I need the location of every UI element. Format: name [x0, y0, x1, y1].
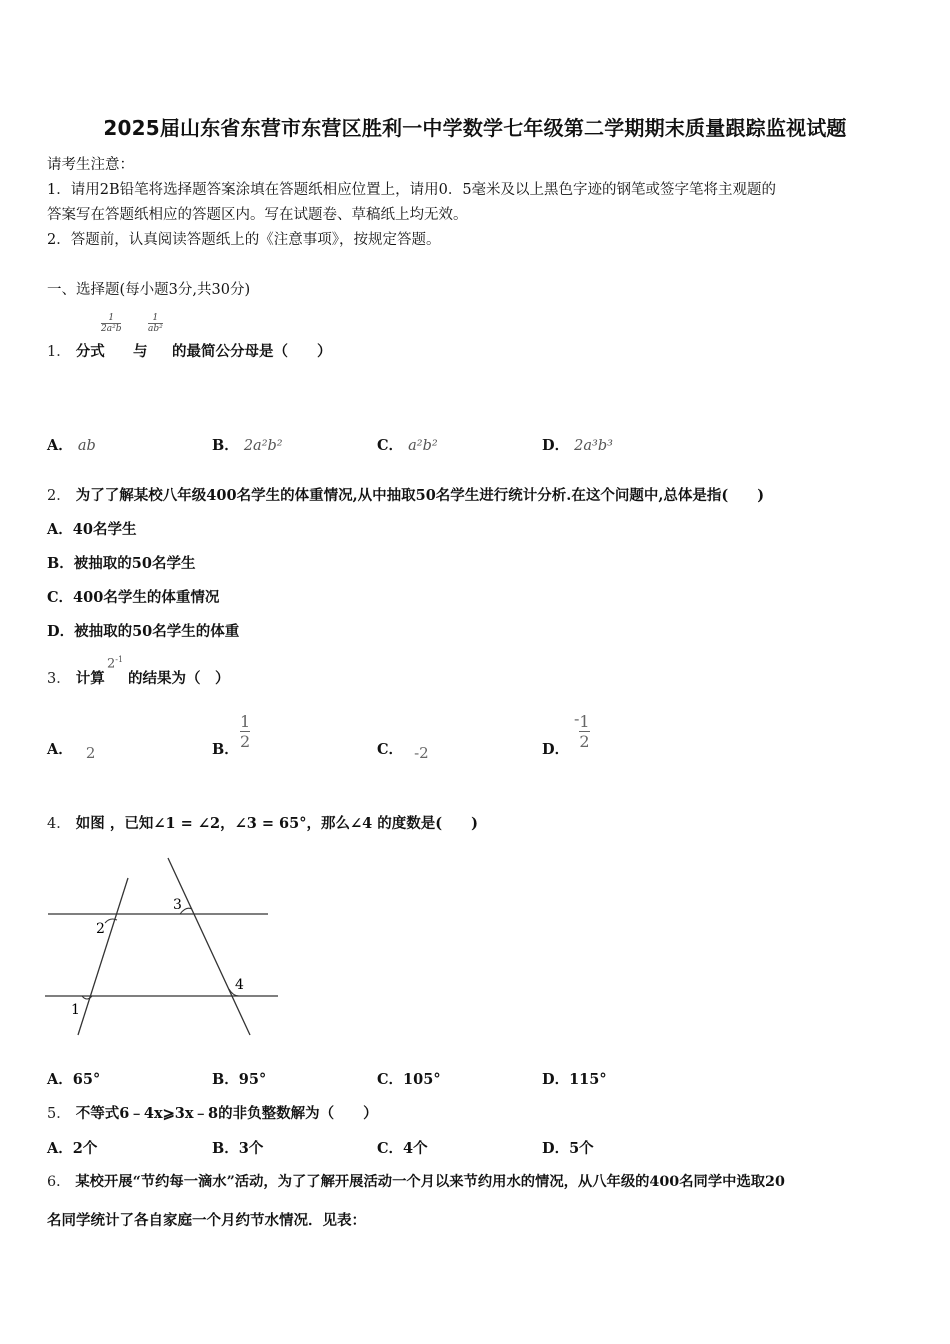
q1-frac1-den: 2a²b — [101, 324, 122, 334]
q5-option-d[interactable]: D．5个 — [542, 1140, 594, 1157]
notice-heading: 请考生注意： — [47, 157, 134, 173]
q1-text-b: 与 — [133, 343, 148, 360]
angle-figure — [40, 850, 290, 1045]
page-title: 2025届山东省东营市东营区胜利一中学数学七年级第二学期期末质量跟踪监视试题 — [103, 116, 847, 140]
q2-option-d[interactable]: D．被抽取的50名学生的体重 — [47, 623, 240, 640]
q3-option-b-fraction: $\frac{1}{2}$ — [240, 712, 251, 751]
q3-option-b[interactable]: B． — [212, 741, 239, 758]
label-3: 3 — [173, 897, 182, 913]
q3-text-b: 的结果为（ ） — [128, 670, 230, 687]
q1-frac2-num: 1 — [152, 313, 159, 323]
q1-fraction-2 — [148, 313, 163, 334]
q3-option-c[interactable]: C． -2 — [377, 741, 429, 762]
notice-1a: 1．请用2B铅笔将选择题答案涂填在答题纸相应位置上，请用0．5毫米及以上黑色字迹的钢笔或签字笔将主观题的 — [47, 182, 777, 198]
q1-text-a: 分式 — [75, 343, 105, 360]
q4-option-b[interactable]: B．95° — [212, 1071, 267, 1088]
q2-option-c[interactable]: C．400名学生的体重情况 — [47, 589, 220, 606]
q3-option-a[interactable]: A． 2 — [47, 741, 96, 762]
q3-number: 3． — [47, 671, 71, 687]
q1-option-d[interactable]: D． 2a³b³ — [542, 437, 613, 454]
section-heading: 一、选择题(每小题3分,共30分) — [47, 282, 251, 298]
q4-text: 如图 ，已知∠1 = ∠2，∠3 = 65°，那么∠4 的度数是( ) — [75, 815, 478, 832]
q1-frac1-num: 1 — [108, 313, 115, 323]
q1-fraction-1 — [101, 313, 121, 334]
q3-option-d-fraction: - $\frac{1}{2}$ — [574, 709, 590, 751]
q2-option-a[interactable]: A．40名学生 — [47, 521, 137, 538]
question-2 — [47, 484, 764, 505]
q3-text-a: 计算 — [75, 670, 105, 687]
q6-text-a: 某校开展“节约每一滴水”活动，为了了解开展活动一个月以来节约用水的情况，从八年级的400名同学中选取20 — [75, 1174, 785, 1190]
q4-option-c[interactable]: C．105° — [377, 1071, 441, 1088]
question-1 — [47, 340, 105, 361]
q5-text: 不等式6﹣4x⩾3x﹣8的非负整数解为（ ） — [75, 1105, 378, 1122]
q2-number: 2． — [47, 488, 71, 504]
q1-number: 1． — [47, 344, 71, 360]
q3-option-d[interactable]: D． — [542, 741, 570, 758]
question-4 — [47, 812, 478, 833]
q1-option-a[interactable]: A． ab — [47, 437, 96, 454]
q2-text: 为了了解某校八年级400名学生的体重情况,从中抽取50名学生进行统计分析.在这个问题中,总体是指( ) — [75, 487, 765, 504]
q4-option-d[interactable]: D．115° — [542, 1071, 607, 1088]
right-transversal — [168, 858, 250, 1035]
q4-number: 4． — [47, 816, 71, 832]
notice-1b: 答案写在答题纸相应的答题区内。写在试题卷、草稿纸上均无效。 — [47, 207, 468, 223]
label-4: 4 — [235, 977, 244, 993]
q4-option-a[interactable]: A．65° — [47, 1071, 101, 1088]
q1-frac2-den: ab² — [148, 324, 163, 334]
q6-number: 6． — [47, 1174, 71, 1190]
q5-option-a[interactable]: A．2个 — [47, 1140, 98, 1157]
q1-option-c[interactable]: C． a²b² — [377, 437, 438, 454]
q1-option-b[interactable]: B． 2a²b² — [212, 437, 283, 454]
q6-text-b: 名同学统计了各自家庭一个月约节水情况．见表： — [47, 1212, 366, 1229]
q1-text-c: 的最简公分母是（ ） — [172, 343, 332, 360]
question-5 — [47, 1102, 378, 1123]
q2-option-b[interactable]: B．被抽取的50名学生 — [47, 555, 196, 572]
question-3 — [47, 667, 105, 688]
question-6 — [47, 1171, 785, 1191]
label-1: 1 — [71, 1002, 80, 1018]
angle-2-arc — [105, 919, 117, 923]
q5-option-b[interactable]: B．3个 — [212, 1140, 264, 1157]
label-2: 2 — [96, 921, 105, 937]
q3-power: $2^{-1}$ — [107, 655, 124, 672]
notice-2: 2．答题前，认真阅读答题纸上的《注意事项》，按规定答题。 — [47, 232, 441, 248]
q5-option-c[interactable]: C．4个 — [377, 1140, 428, 1157]
q5-number: 5． — [47, 1106, 71, 1122]
left-transversal — [78, 878, 128, 1035]
